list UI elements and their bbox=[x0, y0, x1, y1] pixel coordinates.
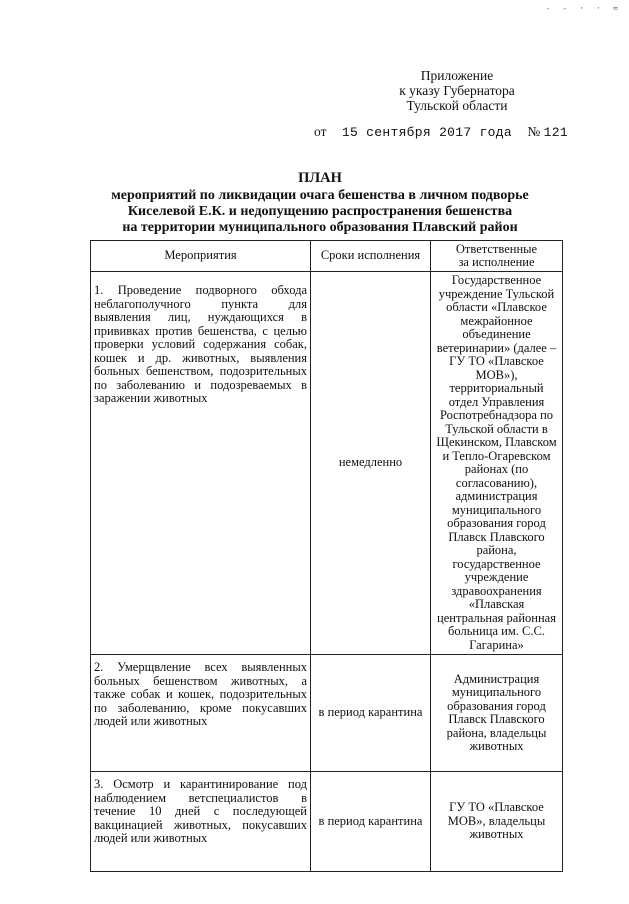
header-responsible-line-2: за исполнение bbox=[458, 255, 535, 269]
row-responsible-cell: Государственное учреждение Тульской области «Плавское межрайонное объединение ветеринарии» (далее – ГУ ТО «Плавское МОВ»), территориальный отдел Управления Роспотребнадзора по Тульской области в Щекинском, Плавском и Тепло-Огаревском районах (по согласованию), администрация муниципального образования город Плавск Плавского района, государственное учреждение здравоохранения «Плавская центральная районная больница им. С.С. Гагарина» bbox=[431, 272, 563, 655]
decree-number-sign: № bbox=[527, 124, 541, 139]
row-deadline-cell: в период карантина bbox=[311, 772, 431, 872]
title-line-2: Киселевой Е.К. и недопущению распространения бешенства bbox=[127, 204, 513, 219]
row-responsible-cell: Администрация муниципального образования город Плавск Плавского района, владельцы животных bbox=[431, 655, 563, 772]
appendix-block bbox=[382, 68, 532, 113]
title-line-1: мероприятий по ликвидации очага бешенства в личном подворье bbox=[111, 188, 529, 203]
decree-date: 15 сентября 2017 года bbox=[341, 125, 512, 140]
header-deadline: Сроки исполнения bbox=[311, 241, 431, 272]
decree-number: 121 bbox=[543, 125, 568, 140]
table-header-row bbox=[91, 241, 563, 272]
appendix-line-2: к указу Губернатора bbox=[399, 83, 515, 98]
appendix-line-3: Тульской области bbox=[406, 98, 508, 113]
scan-artifact-mark: - - · · ≈ bbox=[545, 4, 621, 14]
document-title bbox=[80, 170, 560, 236]
title-plan: ПЛАН bbox=[298, 170, 342, 186]
row-action-cell: 2. Умерщвление всех выявленных больных бешенством животных, а также собак и кошек, подозрительных по заболеванию, кроме покусавших людей или животных bbox=[91, 655, 311, 772]
decree-prefix: от bbox=[314, 124, 327, 139]
plan-table bbox=[90, 240, 563, 872]
header-responsible bbox=[431, 241, 563, 272]
title-line-3: на территории муниципального образования Плавский район bbox=[122, 220, 518, 235]
row-deadline-cell: немедленно bbox=[311, 272, 431, 655]
appendix-line-1: Приложение bbox=[420, 68, 494, 83]
decree-date-line bbox=[314, 124, 568, 140]
header-action: Мероприятия bbox=[91, 241, 311, 272]
row-responsible-cell: ГУ ТО «Плавское МОВ», владельцы животных bbox=[431, 772, 563, 872]
table-row bbox=[91, 272, 563, 655]
row-action-cell: 3. Осмотр и карантинирование под наблюдением ветспециалистов в течение 10 дней с последующей вакцинацией животных, покусавших людей или животных bbox=[91, 772, 311, 872]
header-responsible-line-1: Ответственные bbox=[455, 241, 538, 256]
table-row bbox=[91, 772, 563, 872]
row-action-cell: 1. Проведение подворного обхода неблагополучного пункта для выявления лиц, нуждающихся в прививках против бешенства, с целью проверки условий содержания собак, кошек и др. животных, выявления больных бешенством, подозрительных по заболеванию и подозреваемых в заражении животных bbox=[91, 272, 311, 655]
table-row bbox=[91, 655, 563, 772]
row-deadline-cell: в период карантина bbox=[311, 655, 431, 772]
